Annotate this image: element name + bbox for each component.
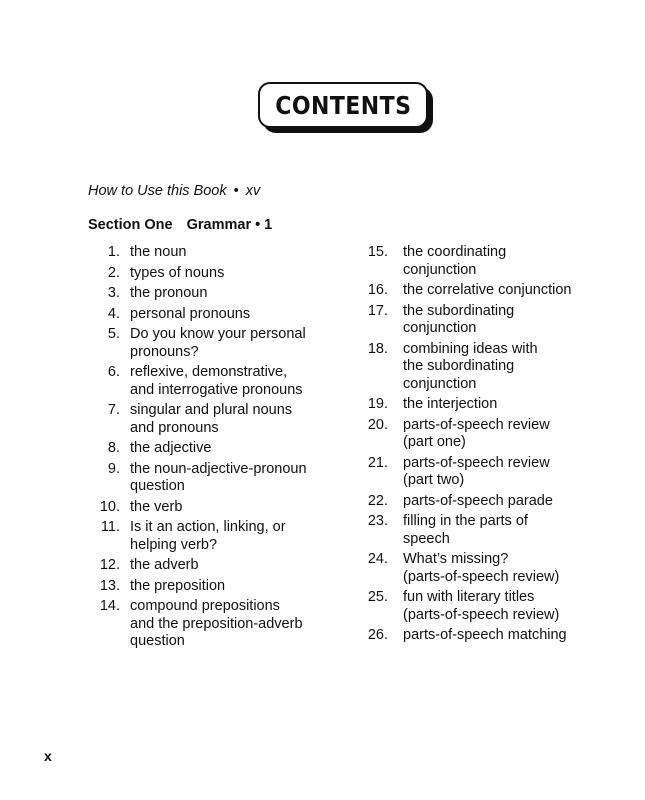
toc-entry[interactable]: [88, 326, 348, 361]
bullet-icon: •: [255, 217, 261, 233]
toc-entry-number: 3.: [107, 285, 120, 301]
toc-column-right: [360, 244, 620, 648]
toc-entry[interactable]: [88, 557, 348, 575]
toc-entry-number: 7.: [107, 402, 120, 418]
toc-entry-line: What’s missing?: [403, 551, 509, 567]
toc-entry[interactable]: [88, 402, 348, 437]
bullet-icon: •: [233, 183, 239, 199]
toc-entry-title: [130, 557, 348, 575]
toc-entry-line: the adjective: [130, 440, 212, 456]
toc-entry-line: types of nouns: [130, 264, 225, 281]
toc-entry[interactable]: [360, 282, 620, 300]
toc-entry[interactable]: [360, 303, 620, 338]
toc-entry-title: [403, 513, 620, 548]
toc-entry-line: and interrogative pronouns: [130, 381, 303, 398]
toc-entry-number: 25.: [367, 589, 388, 605]
toc-entry[interactable]: [88, 440, 348, 458]
toc-entry-title: [403, 244, 620, 279]
toc-entry[interactable]: [360, 551, 620, 586]
toc-entry-line: combining ideas with: [403, 340, 538, 357]
toc-entry[interactable]: [360, 627, 620, 645]
toc-entry-line: question: [130, 478, 185, 494]
toc-entry-number: 4.: [107, 305, 120, 322]
toc-entry-number: 24.: [367, 551, 388, 567]
toc-entry-title: [130, 402, 348, 437]
toc-entry-line: conjunction: [403, 375, 477, 392]
toc-entry-title: [130, 598, 348, 651]
toc-entry-line: the noun: [130, 244, 187, 260]
toc-entry-number: 11.: [100, 519, 120, 535]
toc-entry-number: 14.: [99, 598, 120, 614]
toc-entry-title: [403, 417, 620, 452]
toc-entry[interactable]: [360, 455, 620, 490]
toc-entry-number: 19.: [367, 396, 388, 412]
toc-entry[interactable]: [88, 285, 348, 303]
toc-entry-number: 13.: [99, 577, 120, 594]
how-to-use-label: How to Use this Book: [88, 183, 227, 199]
toc-entry-number: 6.: [107, 364, 120, 380]
toc-entry[interactable]: [88, 499, 348, 517]
page-number: x: [44, 748, 52, 764]
toc-entry-title: [130, 519, 348, 554]
toc-entry-number: 10.: [99, 498, 120, 515]
toc-entry-line: fun with literary titles: [403, 589, 535, 605]
section-label: Section One: [88, 217, 173, 233]
toc-entry-title: [130, 440, 348, 458]
toc-entry-line: singular and plural nouns: [130, 402, 293, 418]
toc-entry-line: parts-of-speech matching: [403, 627, 567, 643]
toc-entry-number: 12.: [99, 557, 120, 573]
contents-title-banner: [258, 82, 436, 134]
toc-entry-line: question: [130, 633, 185, 649]
toc-entry[interactable]: [88, 364, 348, 399]
toc-entry[interactable]: [360, 513, 620, 548]
toc-entry-title: [130, 285, 348, 303]
toc-entry-line: the verb: [130, 498, 183, 515]
section-page: 1: [264, 217, 273, 233]
toc-entry-line: and pronouns: [130, 419, 219, 436]
toc-entry-title: [403, 282, 620, 300]
toc-entry-line: conjunction: [403, 320, 477, 336]
toc-entry-number: 1.: [107, 244, 120, 260]
toc-entry-number: 5.: [107, 326, 120, 342]
toc-entry[interactable]: [360, 341, 620, 394]
page-title: CONTENTS: [274, 90, 412, 120]
toc-entry-line: parts-of-speech parade: [403, 492, 553, 509]
toc-entry-line: parts-of-speech review: [403, 454, 550, 471]
toc-entry-line: (part one): [403, 434, 466, 450]
toc-entry[interactable]: [360, 493, 620, 511]
toc-entry-line: conjunction: [403, 261, 477, 278]
section-heading[interactable]: [88, 217, 272, 233]
toc-entry-number: 23.: [367, 513, 388, 529]
toc-entry-number: 21.: [367, 454, 388, 471]
toc-entry-line: the subordinating: [403, 358, 515, 374]
toc-entry-number: 18.: [367, 340, 388, 357]
how-to-use-entry[interactable]: [88, 183, 260, 199]
toc-entry-line: parts-of-speech review: [403, 416, 550, 433]
toc-entry-number: 2.: [107, 264, 120, 281]
toc-entry-number: 20.: [367, 416, 388, 433]
toc-entry-title: [403, 551, 620, 586]
toc-entry-title: [403, 627, 620, 645]
toc-entry-line: reflexive, demonstrative,: [130, 364, 288, 380]
toc-entry-line: (parts-of-speech review): [403, 606, 560, 623]
toc-entry-title: [130, 461, 348, 496]
toc-entry-line: the interjection: [403, 396, 498, 412]
toc-entry[interactable]: [88, 265, 348, 283]
toc-entry[interactable]: [360, 589, 620, 624]
toc-entry-title: [403, 303, 620, 338]
toc-entry-number: 9.: [107, 460, 120, 477]
toc-entry[interactable]: [88, 244, 348, 262]
toc-entry-line: compound prepositions: [130, 598, 280, 614]
toc-entry[interactable]: [360, 244, 620, 279]
toc-entry-line: (parts-of-speech review): [403, 568, 560, 585]
toc-column-left: [88, 244, 348, 654]
how-to-use-page: xv: [245, 183, 261, 199]
toc-entry-number: 16.: [367, 282, 388, 298]
toc-entry-title: [130, 244, 348, 262]
toc-entry-line: personal pronouns: [130, 305, 251, 322]
section-name: Grammar: [186, 217, 252, 233]
toc-entry-line: Is it an action, linking, or: [130, 519, 286, 535]
toc-entry-line: helping verb?: [130, 536, 218, 553]
toc-entry[interactable]: [88, 461, 348, 496]
toc-entry-line: the correlative conjunction: [403, 282, 572, 298]
toc-entry-title: [403, 341, 620, 394]
toc-entry-line: (part two): [403, 472, 465, 488]
toc-entry-title: [130, 364, 348, 399]
toc-entry-line: the noun-adjective-pronoun: [130, 460, 307, 477]
toc-entry-title: [130, 326, 348, 361]
toc-entry-title: [403, 493, 620, 511]
title-banner-box: [258, 82, 428, 128]
toc-entry-title: [403, 396, 620, 414]
toc-entry-line: speech: [403, 530, 450, 547]
toc-entry-title: [130, 306, 348, 324]
toc-entry-line: and the preposition-adverb: [130, 615, 303, 632]
toc-entry-line: the adverb: [130, 557, 199, 573]
toc-entry[interactable]: [88, 519, 348, 554]
toc-entry-line: the pronoun: [130, 285, 208, 301]
toc-entry-number: 15.: [367, 244, 388, 260]
toc-entry-line: the subordinating: [403, 302, 515, 319]
toc-entry-line: filling in the parts of: [403, 513, 528, 529]
toc-entry-line: pronouns?: [130, 343, 199, 360]
toc-entry-number: 8.: [107, 440, 120, 456]
toc-entry[interactable]: [88, 306, 348, 324]
toc-entry-title: [403, 455, 620, 490]
toc-entry-line: Do you know your personal: [130, 326, 306, 342]
toc-entry[interactable]: [360, 417, 620, 452]
toc-entry-number: 22.: [367, 492, 388, 509]
toc-entry-number: 17.: [367, 302, 388, 319]
toc-entry-number: 26.: [367, 627, 388, 643]
toc-entry[interactable]: [88, 598, 348, 651]
toc-entry[interactable]: [360, 396, 620, 414]
toc-entry-title: [130, 499, 348, 517]
toc-entry-line: the preposition: [130, 577, 226, 594]
toc-entry-title: [130, 578, 348, 596]
toc-entry[interactable]: [88, 578, 348, 596]
toc-entry-title: [130, 265, 348, 283]
toc-entry-title: [403, 589, 620, 624]
toc-entry-line: the coordinating: [403, 244, 507, 260]
